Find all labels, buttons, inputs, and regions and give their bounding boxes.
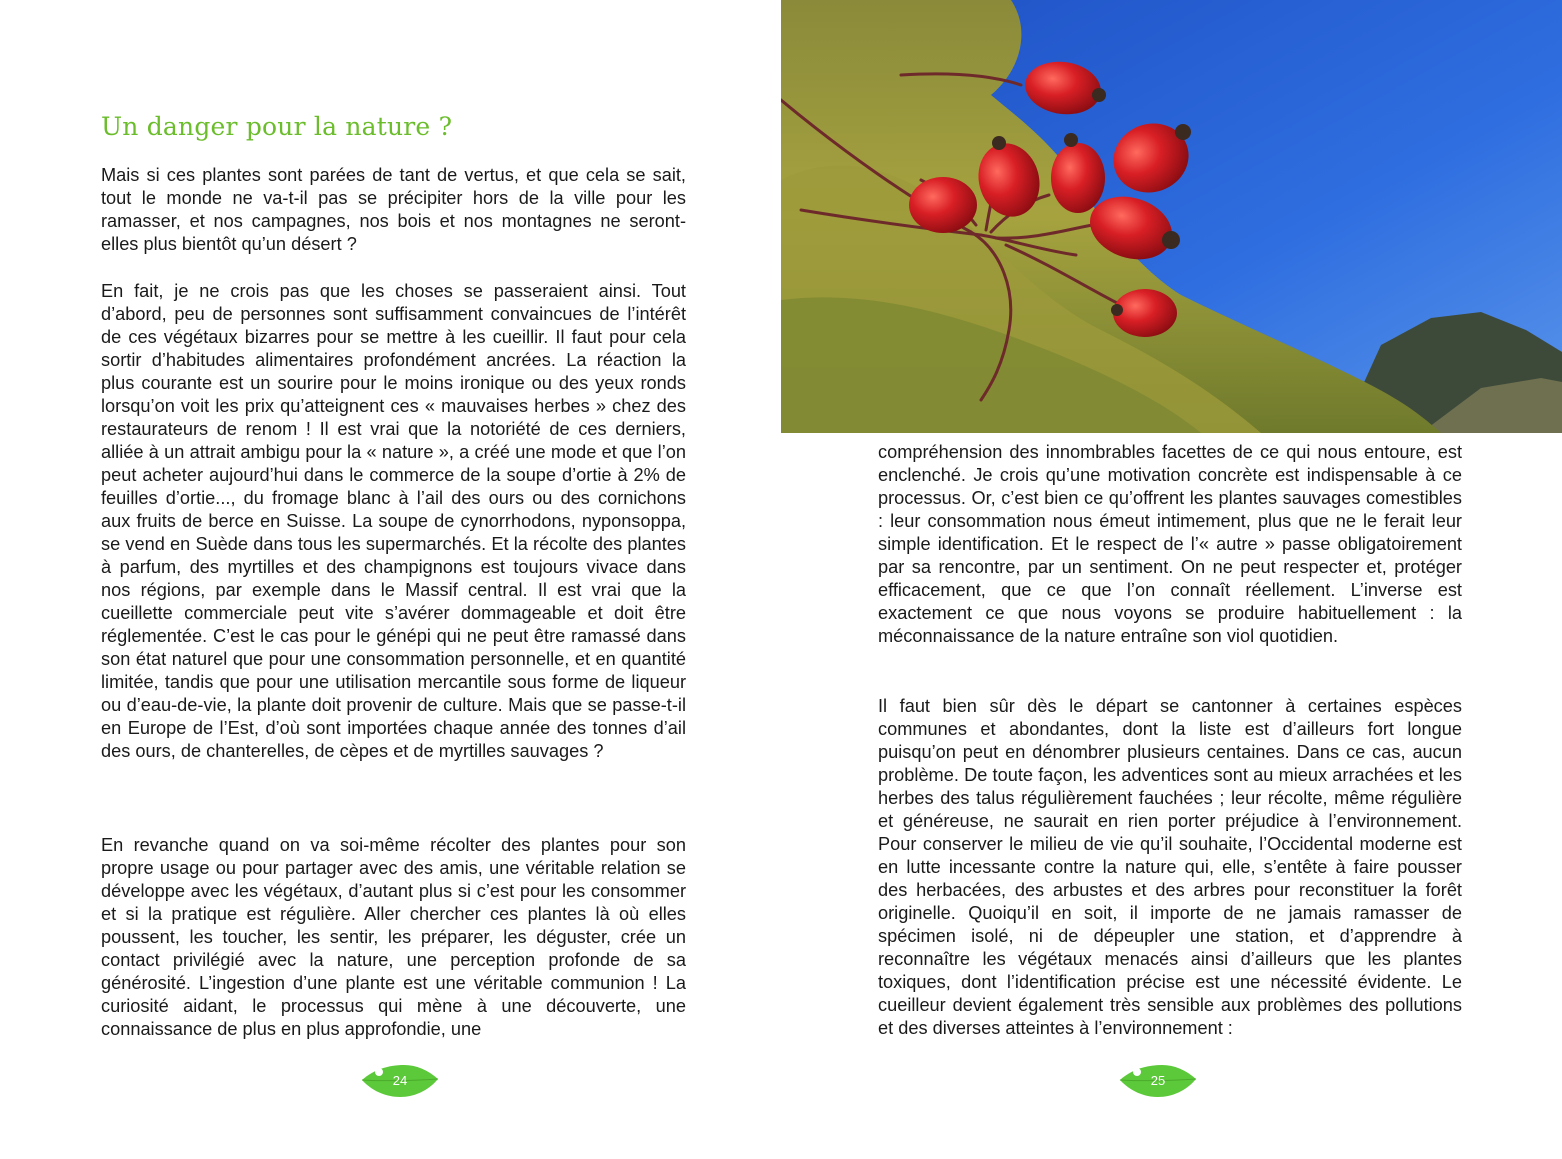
paragraph: En fait, je ne crois pas que les choses se passeraient ainsi. Tout d’abord, peu de personnes sont suffisamment convaincues de l’intérêt de ces végétaux bizarres pour se mettre à les cueillir. Il faut pour cela sortir d’habitudes alimentaires profondément ancrées. La réaction la plus courante est un sourire pour le moins ironique ou des yeux ronds lorsqu’on voit les prix qu’atteignent ces « mauvaises herbes » chez des restaurateurs de renom ! Il est vrai que la notoriété de ces derniers, alliée à un attrait ambigu pour la « nature », a créé une mode et que l’on peut acheter aujourd’hui dans le commerce de la soupe d’ortie à 2% de feuilles d’ortie..., du fromage blanc à l’ail des ours ou des cornichons aux fruits de berce en Suisse. La soupe de cynorrhodons, nyponsoppa, se vend en Suède dans tous les supermarchés. Et la récolte des plantes à parfum, des myrtilles et des champignons est toujours vivace dans nos régions, par exemple dans le Massif central. Il est vrai que la cueillette commerciale peut vite s’avérer dommageable et doit être réglementée. C’est le cas pour le génépi qui ne peut être ramassé dans son état naturel que pour une consommation personnelle, et en quantité limitée, tandis que pour une utilisation mercantile sous forme de liqueur ou d’eau-de-vie, la plante doit provenir de culture. Mais que se passe-t-il en Europe de l’Est, d’où sont importées chaque année des tonnes d’ail des ours, de chanterelles, de cèpes et de myrtilles sauvages ? xyxy=(101,281,686,761)
paragraph: Il faut bien sûr dès le départ se cantonner à certaines espèces communes et abondantes, dont la liste est d’ailleurs fort longue puisqu’on peut en dénombrer plusieurs centaines. Dans ce cas, aucun problème. De toute façon, les adventices sont au mieux arrachées et les herbes des talus régulièrement fauchées ; leur récolte, même régulière et généreuse, ne saurait en rien porter préjudice à l’environnement. Pour conserver le milieu de vie qu’il souhaite, l’Occidental moderne est en lutte incessante contre la nature qui, elle, s’entête à faire pousser des herbacées, des arbustes et des arbres pour reconstituer la forêt originelle. Quoiqu’il en soit, il importe de ne jamais ramasser de spécimen isolé, ni de dépeupler une station, et d’apprendre à reconnaître les végétaux menacés ainsi d’ailleurs que les plantes toxiques, dont l’identification précise est une nécessité évidente. Le cueilleur devient également très sensible aux problèmes des pollutions et des diverses atteintes à l’environnement : xyxy=(878,696,1462,1038)
rosehip-photo xyxy=(781,0,1562,433)
page-number-leaf xyxy=(1118,1061,1198,1107)
paragraph: Mais si ces plantes sont parées de tant de vertus, et que cela se sait, tout le monde ne va-t-il pas se précipiter hors de la ville pour les ramasser, et nos campagnes, nos bois et nos montagnes ne seront-elles plus bientôt qu’un désert ? xyxy=(101,165,686,254)
page-number: 24 xyxy=(392,1073,408,1088)
paragraph: En revanche quand on va soi-même récolter des plantes pour son propre usage ou pour partager avec des amis, une véritable relation se développe avec les végétaux, d’autant plus si c’est pour les consommer et si la pratique est régulière. Aller chercher ces plantes là où elles poussent, les toucher, les sentir, les préparer, les déguster, crée un contact privilégié avec la nature, une perception profonde de sa générosité. L’ingestion d’une plante est une véritable communion ! La curiosité aidant, le processus qui mène à une découverte, une connaissance de plus en plus approfondie, une xyxy=(101,835,686,1039)
section-heading: Un danger pour la nature ? xyxy=(101,112,453,141)
paragraph: compréhension des innombrables facettes de ce qui nous entoure, est enclenché. Je crois qu’une motivation concrète est indispensable à ce processus. Or, c’est bien ce qu’offrent les plantes sauvages comestibles : leur consommation nous émeut intimement, plus que ne le ferait leur simple identification. Et le respect de l’« autre » passe obligatoirement par sa rencontre, par un sentiment. On ne peut respecter et, protéger efficacement, que ce que l’on connaît réellement. L’inverse est exactement ce que nous voyons se produire habituellement : la méconnaissance de la nature entraîne son viol quotidien. xyxy=(878,442,1462,646)
right-page xyxy=(781,0,1562,1159)
page-number: 25 xyxy=(1150,1073,1166,1088)
page-number-leaf xyxy=(360,1061,440,1107)
